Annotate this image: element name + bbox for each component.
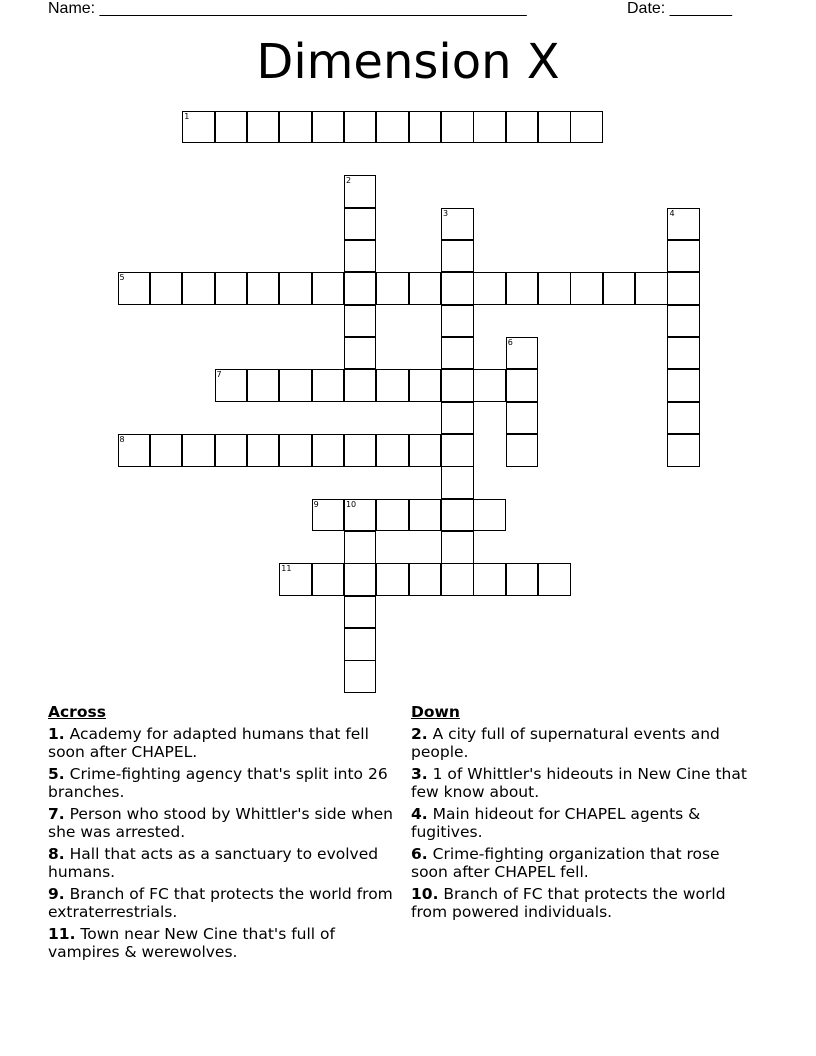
grid-cell[interactable] [667, 305, 700, 338]
grid-cell[interactable] [215, 272, 248, 305]
grid-cell[interactable] [441, 111, 474, 144]
grid-cell[interactable] [344, 337, 377, 370]
grid-cell[interactable] [441, 563, 474, 596]
grid-cell[interactable] [247, 434, 280, 467]
grid-cell[interactable] [441, 499, 474, 532]
grid-cell[interactable] [247, 272, 280, 305]
grid-cell[interactable] [667, 208, 700, 241]
grid-cell[interactable] [182, 434, 215, 467]
clue-item [411, 805, 756, 841]
grid-cell[interactable] [344, 596, 377, 629]
puzzle-title: Dimension X [256, 34, 560, 90]
grid-cell[interactable] [344, 563, 377, 596]
grid-cell[interactable] [344, 499, 377, 532]
across-heading: Across [48, 703, 106, 721]
grid-cell[interactable] [344, 660, 377, 693]
grid-cell[interactable] [118, 434, 151, 467]
cell-number: 11 [281, 564, 292, 574]
grid-cell[interactable] [538, 272, 571, 305]
grid-cell[interactable] [441, 272, 474, 305]
grid-cell[interactable] [409, 563, 442, 596]
clue-number: 10. [411, 885, 439, 903]
clue-number: 11. [48, 925, 76, 943]
grid-cell[interactable] [409, 499, 442, 532]
clue-number: 5. [48, 765, 65, 783]
grid-cell[interactable] [215, 111, 248, 144]
cell-number: 10 [345, 499, 357, 509]
grid-cell[interactable] [344, 531, 377, 564]
grid-cell[interactable] [441, 369, 474, 402]
clue-text: Person who stood by Whittler's side when she was arrested. [48, 805, 394, 841]
grid-cell[interactable] [441, 337, 474, 370]
clue-number: 9. [48, 885, 65, 903]
grid-cell[interactable] [344, 175, 377, 208]
grid-cell[interactable] [506, 434, 539, 467]
grid-cell[interactable] [441, 466, 474, 499]
grid-cell[interactable] [376, 369, 409, 402]
grid-cell[interactable] [344, 628, 377, 661]
grid-cell[interactable] [182, 272, 215, 305]
grid-cell[interactable] [376, 111, 409, 144]
grid-cell[interactable] [376, 563, 409, 596]
grid-cell[interactable] [344, 240, 377, 273]
grid-cell[interactable] [473, 563, 506, 596]
grid-cell[interactable] [473, 272, 506, 305]
grid-cell[interactable] [441, 240, 474, 273]
grid-cell[interactable] [279, 111, 312, 144]
grid-cell[interactable] [312, 499, 345, 532]
grid-cell[interactable] [441, 531, 474, 564]
grid-cell[interactable] [344, 272, 377, 305]
grid-cell[interactable] [344, 111, 377, 144]
grid-cell[interactable] [215, 434, 248, 467]
grid-cell[interactable] [118, 272, 151, 305]
grid-cell[interactable] [667, 369, 700, 402]
cell-number: 8 [119, 435, 125, 444]
clue-item [48, 845, 393, 881]
date-field[interactable]: Date: _______ [627, 0, 732, 17]
grid-cell[interactable] [312, 434, 345, 467]
across-clues [48, 703, 393, 965]
cell-number: 1 [184, 111, 190, 121]
grid-cell[interactable] [667, 240, 700, 273]
clue-text: Hall that acts as a sanctuary to evolved humans. [48, 845, 379, 881]
grid-cell[interactable] [376, 272, 409, 305]
grid-cell[interactable] [667, 337, 700, 370]
grid-cell[interactable] [570, 272, 603, 305]
grid-cell[interactable] [538, 563, 571, 596]
grid-cell[interactable] [603, 272, 636, 305]
grid-cell[interactable] [441, 402, 474, 435]
cell-number: 7 [216, 370, 222, 380]
grid-cell[interactable] [312, 272, 345, 305]
grid-cell[interactable] [506, 111, 539, 144]
cell-number: 4 [669, 208, 675, 218]
grid-cell[interactable] [409, 272, 442, 305]
clue-number: 4. [411, 805, 428, 823]
clue-text: Crime-fighting organization that rose soon after CHAPEL fell. [411, 845, 720, 881]
clue-number: 2. [411, 725, 428, 743]
grid-cell[interactable] [441, 434, 474, 467]
clue-item [411, 765, 756, 801]
grid-cell[interactable] [376, 434, 409, 467]
clue-text: Crime-fighting agency that's split into 26 branches. [48, 765, 388, 801]
clue-item [48, 805, 393, 841]
grid-cell[interactable] [667, 434, 700, 467]
grid-cell[interactable] [570, 111, 603, 144]
grid-cell[interactable] [312, 111, 345, 144]
clue-item [48, 885, 393, 921]
grid-cell[interactable] [344, 208, 377, 241]
grid-cell[interactable] [506, 337, 539, 370]
grid-cell[interactable] [506, 272, 539, 305]
clue-text: Main hideout for CHAPEL agents & fugitives. [411, 805, 701, 841]
clue-text: A city full of supernatural events and people. [411, 725, 720, 761]
clue-item [411, 845, 756, 881]
grid-cell[interactable] [538, 111, 571, 144]
grid-cell[interactable] [409, 369, 442, 402]
clue-item [411, 885, 756, 921]
cell-number: 6 [507, 337, 513, 347]
grid-cell[interactable] [376, 499, 409, 532]
grid-cell[interactable] [473, 369, 506, 402]
grid-cell[interactable] [667, 272, 700, 305]
name-field[interactable]: Name: ________________________________________________ [48, 0, 527, 17]
cell-number: 2 [345, 176, 352, 186]
grid-cell[interactable] [279, 563, 312, 596]
grid-cell[interactable] [506, 402, 539, 435]
clue-text: Branch of FC that protects the world from powered individuals. [411, 885, 726, 921]
down-heading: Down [411, 703, 460, 721]
grid-cell[interactable] [635, 272, 668, 305]
cell-number: 9 [313, 499, 319, 509]
clue-text: 1 of Whittler's hideouts in New Cine that few know about. [411, 765, 747, 801]
grid-cell[interactable] [312, 563, 345, 596]
clue-item [48, 765, 393, 801]
clue-text: Academy for adapted humans that fell soon after CHAPEL. [48, 725, 369, 761]
clue-text: Town near New Cine that's full of vampires & werewolves. [48, 925, 335, 961]
grid-cell[interactable] [279, 434, 312, 467]
grid-cell[interactable] [182, 111, 215, 144]
grid-cell[interactable] [247, 369, 280, 402]
cell-number: 3 [443, 208, 449, 218]
grid-cell[interactable] [312, 369, 345, 402]
grid-cell[interactable] [473, 111, 506, 144]
grid-cell[interactable] [473, 499, 506, 532]
grid-cell[interactable] [344, 434, 377, 467]
clue-number: 6. [411, 845, 428, 863]
grid-cell[interactable] [506, 563, 539, 596]
grid-cell[interactable] [215, 369, 248, 402]
grid-cell[interactable] [344, 305, 377, 338]
clue-text: Branch of FC that protects the world from extraterrestrials. [48, 885, 393, 921]
grid-cell[interactable] [279, 369, 312, 402]
grid-cell[interactable] [344, 369, 377, 402]
grid-cell[interactable] [441, 208, 474, 241]
grid-cell[interactable] [409, 434, 442, 467]
down-clues [411, 703, 756, 925]
cell-number: 5 [119, 273, 125, 283]
clue-item [411, 725, 756, 761]
clue-number: 1. [48, 725, 65, 743]
grid-cell[interactable] [150, 434, 183, 467]
clue-item [48, 725, 393, 761]
clue-number: 8. [48, 845, 65, 863]
grid-cell[interactable] [667, 402, 700, 435]
grid-cell[interactable] [409, 111, 442, 144]
clue-number: 3. [411, 765, 428, 783]
grid-cell[interactable] [441, 305, 474, 338]
grid-cell[interactable] [279, 272, 312, 305]
clue-number: 7. [48, 805, 65, 823]
grid-cell[interactable] [150, 272, 183, 305]
grid-cell[interactable] [506, 369, 539, 402]
clue-item [48, 925, 393, 961]
grid-cell[interactable] [247, 111, 280, 144]
